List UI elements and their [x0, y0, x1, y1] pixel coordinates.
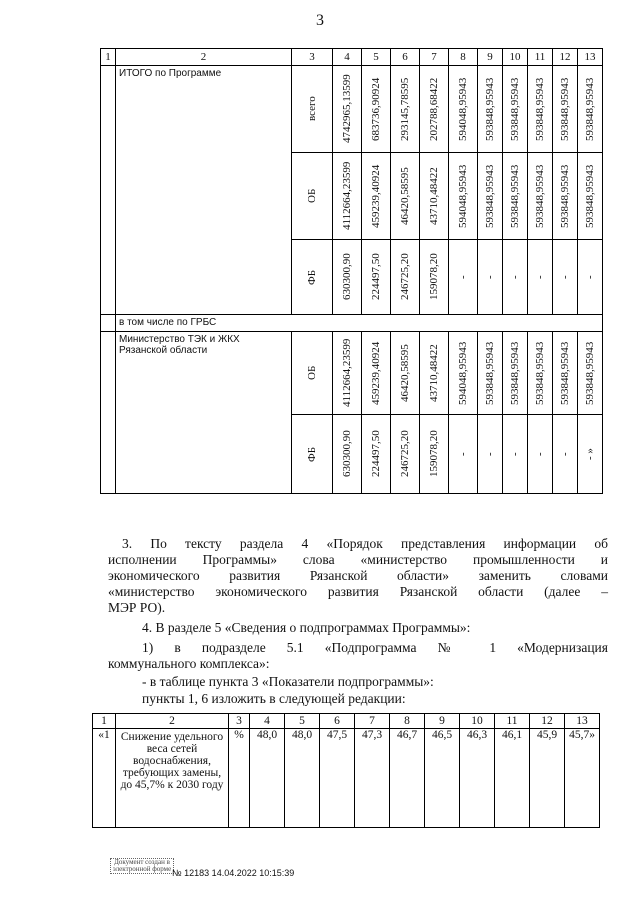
col-header: 9: [478, 49, 503, 66]
cell-value: -: [457, 275, 469, 279]
cell-value: -: [584, 275, 596, 279]
col-header: 3: [292, 49, 333, 66]
cell-value: 47,3: [355, 729, 390, 828]
cell-value: 594048,95943: [457, 341, 469, 405]
cell-value: 593848,95943: [534, 341, 546, 405]
cell-value: 224497,50: [370, 430, 382, 478]
cell-value: 46,3: [460, 729, 495, 828]
cell-value: 246725,20: [399, 253, 411, 301]
cell-value: 593848,95943: [584, 77, 596, 141]
cell-value: 4112664,23599: [341, 161, 353, 231]
indicator-description: Снижение удельного веса сетей водоснабжения, требующих замены, до 45,7% к 2030 году: [116, 729, 229, 828]
cell-value: 4742965,13599: [341, 74, 353, 144]
cell-value: 43710,48422: [428, 167, 440, 225]
col-header: 2: [116, 49, 292, 66]
cell-value: %: [229, 729, 250, 828]
cell-value: 593848,95943: [534, 164, 546, 228]
cell-value: 459239,40924: [370, 164, 382, 228]
col-header: 11: [528, 49, 553, 66]
cell-value: 46,5: [425, 729, 460, 828]
cell-value: 45,7»: [565, 729, 600, 828]
col-header: 13: [565, 714, 600, 729]
col-header: 12: [530, 714, 565, 729]
cell-value: 594048,95943: [457, 164, 469, 228]
cell-value: 159078,20: [428, 253, 440, 301]
cell-value: -: [534, 452, 546, 456]
paragraph-4-sub2: - в таблице пункта 3 «Показатели подпрограммы»:: [142, 674, 434, 689]
col-header: 11: [495, 714, 530, 729]
cell-value: 593848,95943: [509, 341, 521, 405]
col-header: 4: [250, 714, 285, 729]
col-header: 8: [390, 714, 425, 729]
cell-value: 246725,20: [399, 430, 411, 478]
cell-value: «1: [93, 729, 116, 828]
cell-value: 593848,95943: [584, 341, 596, 405]
col-header: 7: [355, 714, 390, 729]
cell-value: 593848,95943: [559, 164, 571, 228]
paragraph-3-line: исполнении Программы» слова «министерство промышленности и: [108, 552, 608, 567]
cell-value: 593848,95943: [534, 77, 546, 141]
budget-type: ФБ: [306, 446, 318, 462]
col-header: 12: [553, 49, 578, 66]
cell-value: 593848,95943: [509, 77, 521, 141]
cell-value: 630300,90: [341, 430, 353, 478]
budget-type: ОБ: [306, 365, 318, 381]
table-row: [101, 66, 603, 153]
col-header: 1: [93, 714, 116, 729]
table-header-row: [93, 714, 600, 729]
cell-value: -: [484, 452, 496, 456]
indicator-table: [92, 713, 600, 828]
cell-value: 593848,95943: [484, 164, 496, 228]
cell-value: 48,0: [285, 729, 320, 828]
cell-value: -: [559, 452, 571, 456]
cell-value: 593848,95943: [559, 341, 571, 405]
col-header: 1: [101, 49, 116, 66]
cell-value: -: [559, 275, 571, 279]
cell-value: 593848,95943: [559, 77, 571, 141]
paragraph-3-line: 3. По тексту раздела 4 «Порядок представления информации об: [122, 536, 608, 551]
col-header: 5: [285, 714, 320, 729]
paragraph-4: 4. В разделе 5 «Сведения о подпрограммах Программы»:: [142, 620, 471, 635]
cell-value: 683736,90924: [370, 77, 382, 141]
table-row: [93, 729, 600, 828]
col-header: 8: [449, 49, 478, 66]
cell-value: 43710,48422: [428, 344, 440, 402]
col-header: 10: [460, 714, 495, 729]
cell-value: 593848,95943: [509, 164, 521, 228]
col-header: 3: [229, 714, 250, 729]
cell-value: -: [484, 275, 496, 279]
paragraph-3-line: «министерство экономического развития Рязанской области (далее –: [108, 584, 608, 599]
cell-value: 630300,90: [341, 253, 353, 301]
cell-value: 46,7: [390, 729, 425, 828]
grbs-label: в том числе по ГРБС: [116, 315, 603, 332]
paragraph-3-line: экономического развития Рязанской области» заменить словами: [108, 568, 608, 583]
cell-value: 46420,58595: [399, 167, 411, 225]
col-header: 6: [391, 49, 420, 66]
e-signature-stamp: Документ создан в электронной форме: [110, 858, 174, 874]
cell-value: -: [509, 275, 521, 279]
cell-value: 293145,78595: [399, 77, 411, 141]
cell-value: 46420,58595: [399, 344, 411, 402]
paragraph-4-sub3: пункты 1, 6 изложить в следующей редакции:: [142, 691, 406, 706]
ministry-label: Министерство ТЭК и ЖКХ Рязанской области: [116, 332, 292, 494]
document-registration-footer: № 12183 14.04.2022 10:15:39: [172, 868, 295, 878]
cell-value: -: [509, 452, 521, 456]
col-header: 6: [320, 714, 355, 729]
paragraph-4-sub1-cont: коммунального комплекса»:: [108, 656, 270, 671]
page-number: 3: [316, 12, 324, 29]
cell-value: 45,9: [530, 729, 565, 828]
budget-table: [100, 48, 603, 494]
col-header: 9: [425, 714, 460, 729]
cell-value: 159078,20: [428, 430, 440, 478]
cell-value: 594048,95943: [457, 77, 469, 141]
col-header: 10: [503, 49, 528, 66]
cell-value: 4112664,23599: [341, 338, 353, 408]
table-row: [101, 315, 603, 332]
paragraph-4-sub1: 1) в подразделе 5.1 «Подпрограмма № 1 «Модернизация: [142, 640, 608, 655]
col-header: 13: [578, 49, 603, 66]
cell-value: 202788,68422: [428, 77, 440, 141]
cell-value: 593848,95943: [584, 164, 596, 228]
col-header: 2: [116, 714, 229, 729]
col-header: 4: [333, 49, 362, 66]
cell-value: 459239,40924: [370, 341, 382, 405]
cell-value: 48,0: [250, 729, 285, 828]
cell-value: 593848,95943: [484, 341, 496, 405]
paragraph-3-line: МЭР РО).: [108, 600, 166, 615]
cell-value: -: [457, 452, 469, 456]
cell-value: 593848,95943: [484, 77, 496, 141]
cell-value: 46,1: [495, 729, 530, 828]
budget-type: ОБ: [306, 188, 318, 204]
budget-type: всего: [306, 96, 318, 122]
program-total-label: ИТОГО по Программе: [116, 66, 292, 315]
cell-value: 47,5: [320, 729, 355, 828]
table-header-row: [101, 49, 603, 66]
budget-type: ФБ: [306, 269, 318, 285]
col-header: 5: [362, 49, 391, 66]
table-row: [101, 332, 603, 415]
cell-value: - »: [584, 448, 596, 460]
cell-value: 224497,50: [370, 253, 382, 301]
col-header: 7: [420, 49, 449, 66]
cell-value: -: [534, 275, 546, 279]
